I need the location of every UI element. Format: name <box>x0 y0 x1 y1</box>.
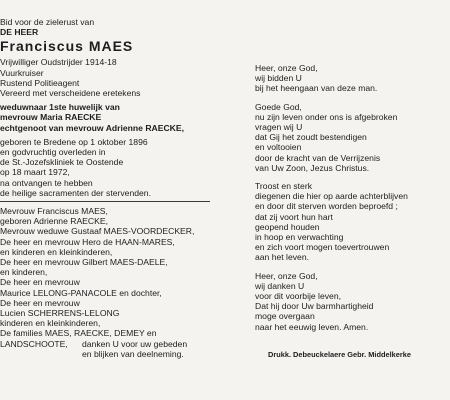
prayer-line: Goede God, <box>255 101 302 112</box>
honorific: DE HEER <box>0 27 39 38</box>
printer-credit: Drukk. Debeuckelaere Gebr. Middelkerke <box>268 350 411 359</box>
family-line: De heer en mevrouw Hero de HAAN-MARES, <box>0 236 175 247</box>
prayer-line: Heer, onze God, <box>255 63 318 73</box>
role-line: Vrijwilliger Oudstrijder 1914-18 <box>0 57 117 68</box>
deceased-name: Franciscus MAES <box>0 38 134 55</box>
thanks-block <box>82 339 187 359</box>
prayer-line: geopend houden <box>255 221 320 232</box>
family-line: Maurice LELONG-PANACOLE en dochter, <box>0 287 162 298</box>
prayer-line: en voltooien <box>255 142 302 153</box>
family-line: en kinderen en kleinkinderen, <box>0 246 113 257</box>
life-line: geboren te Bredene op 1 oktober 1896 <box>0 136 148 147</box>
family-line: geboren Adrienne RAECKE, <box>0 216 108 227</box>
prayer-line: nu zijn leven onder ons is afgebroken <box>255 111 398 122</box>
prayer-line: diegenen die hier op aarde achterblijven <box>255 191 408 202</box>
left-column <box>0 17 218 349</box>
prayer-line: bij het heengaan van deze man. <box>255 83 378 94</box>
family-line: De families MAES, RAECKE, DEMEY en <box>0 328 157 339</box>
role-line: Vuurkruiser <box>0 67 44 78</box>
prayer-paragraph <box>255 181 450 263</box>
prayer-line: en door dit sterven worden beproefd ; <box>255 201 398 212</box>
prayer-paragraph <box>255 63 450 94</box>
role-line: Vereerd met verscheidene eretekens <box>0 88 141 99</box>
life-block <box>0 137 218 198</box>
prayer-line: wij danken U <box>255 280 305 291</box>
marriage-line: weduwnaar 1ste huwelijk van <box>0 102 120 113</box>
prayer-line: Heer, onze God, <box>255 270 318 281</box>
family-line: kinderen en kleinkinderen, <box>0 318 101 329</box>
family-line: Mevrouw Franciscus MAES, <box>0 206 108 217</box>
prayer-line: moge overgaan <box>255 311 315 322</box>
family-line: De heer en mevrouw <box>0 277 80 288</box>
role-line: Rustend Politieagent <box>0 77 80 88</box>
life-line: de heilige sacramenten der stervenden. <box>0 187 151 198</box>
family-line: Mevrouw weduwe Gustaaf MAES-VOORDECKER, <box>0 226 195 237</box>
family-line: en kinderen, <box>0 267 48 278</box>
prayer-line: Troost en sterk <box>255 181 312 192</box>
prayer-paragraph <box>255 271 450 332</box>
marriage-line: echtgenoot van mevrouw Adrienne RAECKE, <box>0 122 184 133</box>
prayer-line: door de kracht van de Verrijzenis <box>255 152 381 163</box>
prayer-line: Dat hij door Uw barmhartigheid <box>255 301 374 312</box>
prayer-line: dat zij voort hun hart <box>255 211 333 222</box>
life-line: en godvruchtig overleden in <box>0 147 106 158</box>
intro-line: Bid voor de zielerust van <box>0 17 95 27</box>
prayer-line: en zich voort mogen toevertrouwen <box>255 242 390 253</box>
life-line: na ontvangen te hebben <box>0 177 93 188</box>
prayer-line: vragen wij U <box>255 122 303 133</box>
prayer-line: in hoop en verwachting <box>255 232 344 243</box>
prayer-line: naar het eeuwig leven. Amen. <box>255 321 369 332</box>
marriage-line: mevrouw Maria RAECKE <box>0 112 102 123</box>
family-line: Lucien SCHERRENS-LELONG <box>0 308 120 319</box>
prayer-line: wij bidden U <box>255 73 302 84</box>
divider <box>0 201 210 202</box>
prayer-line: voor dit voorbije leven, <box>255 291 341 302</box>
life-line: op 18 maart 1972, <box>0 167 70 178</box>
family-line: De heer en mevrouw Gilbert MAES-DAELE, <box>0 257 168 268</box>
prayer-paragraph <box>255 102 450 173</box>
thanks-line: danken U voor uw gebeden <box>82 339 188 349</box>
family-block <box>0 206 218 349</box>
roles-block <box>0 57 218 98</box>
prayer-line: aan het leven. <box>255 252 309 263</box>
thanks-line: en blijken van deelneming. <box>82 349 184 360</box>
prayer-line: dat Gij het zoudt bestendigen <box>255 132 367 143</box>
family-line: LANDSCHOOTE, <box>0 338 68 349</box>
life-line: de St.-Jozefskliniek te Oostende <box>0 157 124 168</box>
prayer-line: van Uw Zoon, Jezus Christus. <box>255 162 370 173</box>
marriage-block <box>0 102 218 133</box>
prayer-column <box>255 63 450 340</box>
family-line: De heer en mevrouw <box>0 297 80 308</box>
